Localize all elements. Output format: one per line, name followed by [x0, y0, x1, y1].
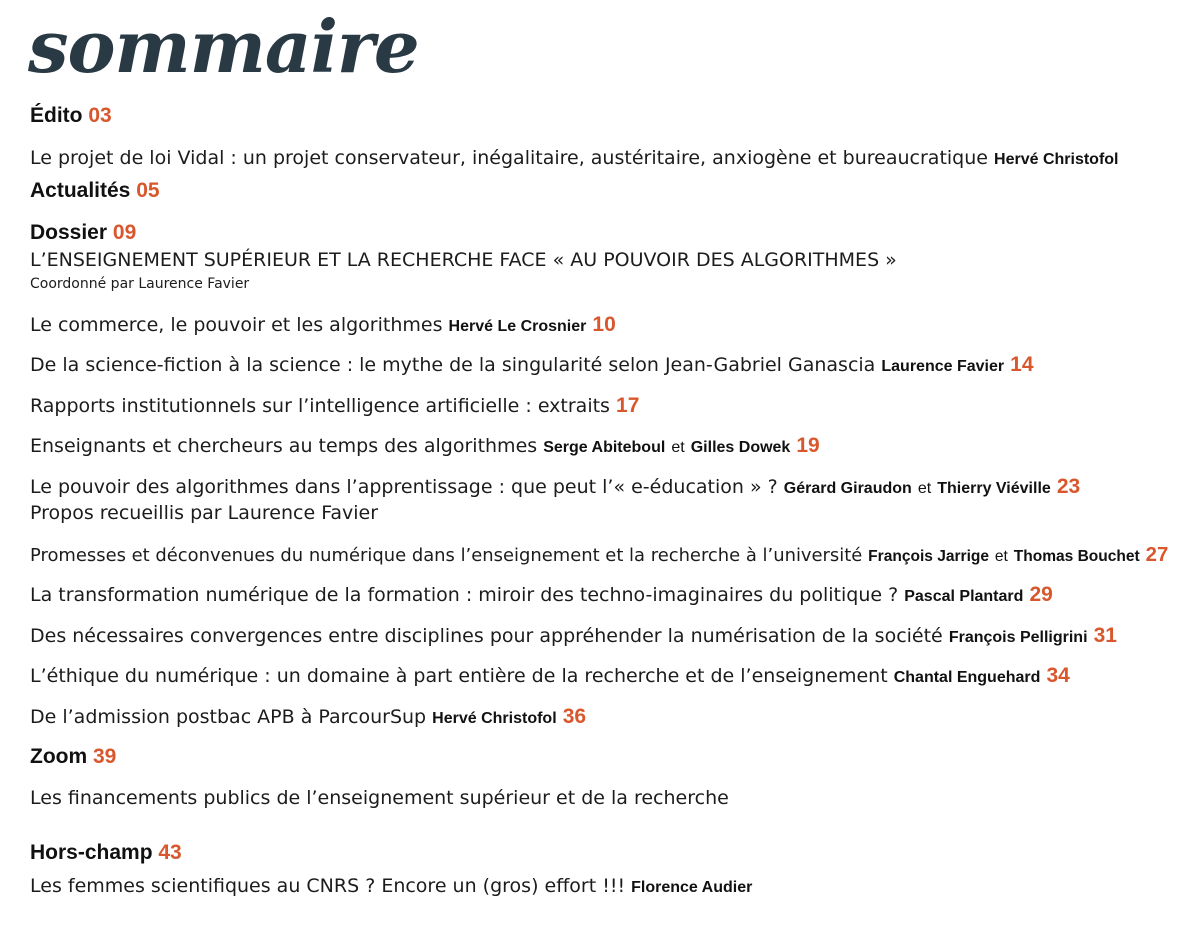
entry-author-2: Gilles Dowek: [690, 439, 791, 456]
page-number: 31: [1093, 624, 1117, 647]
entry-author: François Jarrige: [868, 548, 990, 565]
section-label: Hors-champ: [30, 841, 153, 864]
entry-title: Les femmes scientifiques au CNRS ? Encore un (gros) effort !!!: [30, 875, 626, 897]
section-label: Édito: [30, 104, 83, 127]
toc-entry[interactable]: [30, 663, 1070, 691]
entry-title: Promesses et déconvenues du numérique dans l’enseignement et la recherche à l’université: [30, 545, 863, 566]
toc-entry[interactable]: [30, 582, 1053, 610]
page-number: 23: [1056, 475, 1081, 498]
toc-entry[interactable]: [30, 623, 1117, 651]
entry-author: Serge Abiteboul: [543, 439, 666, 456]
entry-author: Pascal Plantard: [904, 588, 1024, 605]
section-hors-champ: [30, 840, 182, 866]
author-conjunction: et: [917, 480, 932, 497]
section-zoom: [30, 744, 116, 770]
entry-author-2: Thierry Viéville: [937, 480, 1051, 497]
toc-entry[interactable]: [30, 542, 1168, 570]
entry-title: Rapports institutionnels sur l’intelligence artificielle : extraits: [30, 395, 610, 417]
entry-author: Hervé Le Crosnier: [448, 318, 587, 335]
page-title: sommaire: [28, 4, 419, 89]
toc-entry-hors-champ[interactable]: [30, 873, 752, 901]
entry-author: Florence Audier: [631, 879, 753, 896]
section-label: Zoom: [30, 745, 88, 768]
entry-title: Le pouvoir des algorithmes dans l’apprentissage : que peut l’« e-éducation » ?: [30, 476, 778, 498]
section-dossier: [30, 220, 136, 246]
section-label: Actualités: [30, 179, 131, 202]
page-number: 14: [1010, 353, 1034, 376]
section-actualites: [30, 178, 160, 204]
toc-entry[interactable]: [30, 352, 1034, 380]
toc-entry-edito[interactable]: [30, 145, 1118, 173]
section-edito: [30, 103, 112, 129]
page-number: 39: [93, 745, 117, 768]
page-number: 36: [562, 705, 587, 728]
page-number: 10: [592, 313, 616, 336]
entry-subline: Propos recueillis par Laurence Favier: [30, 502, 379, 524]
toc-entry[interactable]: [30, 312, 616, 340]
page-number: 09: [112, 221, 137, 244]
entry-author-2: Thomas Bouchet: [1013, 548, 1140, 565]
page-number: 05: [136, 179, 160, 202]
page-number: 19: [796, 434, 820, 457]
toc-entry[interactable]: [30, 704, 586, 732]
entry-title: Des nécessaires convergences entre disciplines pour appréhender la numérisation de la société: [30, 625, 943, 647]
entry-title: Enseignants et chercheurs au temps des algorithmes: [30, 435, 538, 457]
toc-entry[interactable]: [30, 393, 639, 419]
page-number: 17: [616, 394, 640, 417]
author-conjunction: et: [994, 548, 1008, 565]
entry-author: Hervé Christofol: [994, 151, 1119, 168]
entry-title: Le projet de loi Vidal : un projet conservateur, inégalitaire, austéritaire, anxiogène et bureaucratique: [30, 147, 988, 169]
entry-title: Les financements publics de l’enseignement supérieur et de la recherche: [30, 787, 729, 809]
dossier-heading: L’ENSEIGNEMENT SUPÉRIEUR ET LA RECHERCHE FACE « AU POUVOIR DES ALGORITHMES »: [30, 249, 897, 271]
entry-title: La transformation numérique de la formation : miroir des techno-imaginaires du politique ?: [30, 584, 899, 606]
entry-author: Gérard Giraudon: [783, 480, 912, 497]
entry-author: François Pelligrini: [948, 629, 1088, 646]
entry-title: Le commerce, le pouvoir et les algorithmes: [30, 314, 443, 336]
entry-author: Hervé Christofol: [432, 710, 557, 727]
page-number: 43: [158, 841, 182, 864]
dossier-coordinator: Coordonné par Laurence Favier: [30, 276, 250, 292]
toc-entry[interactable]: [30, 433, 820, 461]
toc-entry-zoom[interactable]: [30, 785, 729, 811]
entry-title: L’éthique du numérique : un domaine à part entière de la recherche et de l’enseignement: [30, 665, 888, 687]
page-number: 27: [1145, 544, 1169, 566]
toc-entry[interactable]: [30, 474, 1080, 502]
entry-author: Chantal Enguehard: [893, 669, 1041, 686]
entry-author: Laurence Favier: [881, 358, 1005, 375]
page-number: 03: [88, 104, 112, 127]
entry-title: De l’admission postbac APB à ParcourSup: [30, 706, 427, 728]
page-number: 29: [1029, 583, 1053, 606]
author-conjunction: et: [671, 439, 685, 456]
entry-title: De la science-fiction à la science : le mythe de la singularité selon Jean-Gabriel Ganascia: [30, 354, 876, 376]
page-number: 34: [1046, 664, 1070, 687]
section-label: Dossier: [30, 221, 108, 244]
